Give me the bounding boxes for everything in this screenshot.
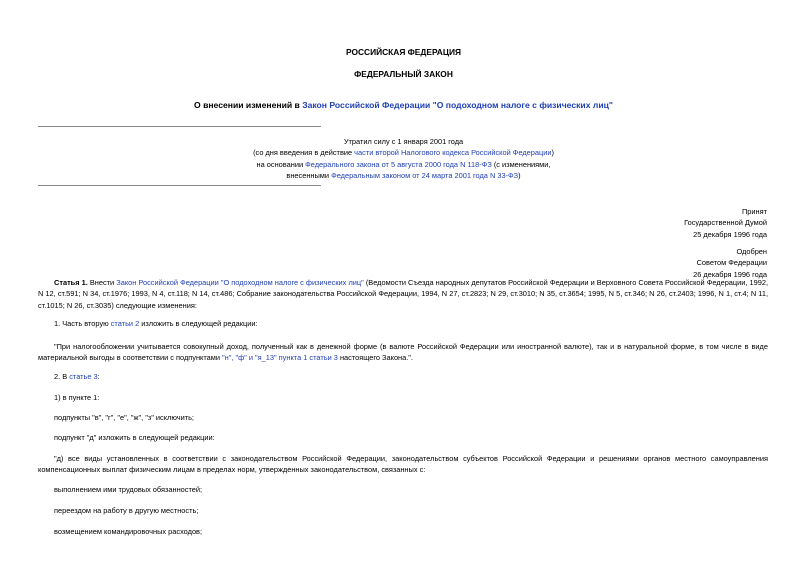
quote-1-suffix: настоящего Закона.". bbox=[337, 353, 413, 363]
approved-by: Советом Федерации bbox=[696, 258, 767, 268]
article-1-text: (Ведомости Съезда народных депутатов Российской Федерации и Верховного Совета Российской Федерации, 1992, N 12, ст.591; N 34, ст.1976; 1993, N 4, ст.118; N 14, ст.486; Собрание законодательства Российской Федерации, 1994, N 27, ст.2823; N 29, ст.3010; N 35, ст.3654; 1995, N 5, ст.346; N 26, ст.2403; 1996, N 1, ст.4; N 11, ст.1015; N 26, ст.3035) следующие изменения: bbox=[38, 278, 769, 310]
federal-law-118-link[interactable]: Федерального закона от 5 августа 2000 года N 118-ФЗ bbox=[305, 159, 492, 169]
status-line-4 bbox=[0, 170, 807, 181]
law-link[interactable]: Закон Российской Федерации "О подоходном налоге с физических лиц" bbox=[302, 100, 613, 110]
approved-date: 26 декабря 1996 года bbox=[693, 269, 767, 279]
status-block bbox=[0, 136, 807, 181]
quote-1-text: "При налогообложении учитывается совокупный доход, полученный как в денежной форме (в валюте Российской Федерации или иностранной валюте), так и в натуральной форме, в том числе в виде материальной выгоды в соответствии с подпунктами bbox=[38, 342, 768, 363]
status-line-4-suffix: ) bbox=[518, 170, 521, 180]
article-2-link[interactable]: статьи 2 bbox=[110, 319, 140, 328]
item-2-prefix: 2. В bbox=[54, 372, 70, 381]
item-2-suffix: : bbox=[97, 372, 100, 381]
adoption-council bbox=[693, 246, 767, 280]
divider-top bbox=[38, 126, 321, 127]
accepted-label: Принят bbox=[741, 207, 767, 216]
divider-bottom bbox=[38, 185, 321, 186]
paragraph-relocation: переездом на работу в другую местность; bbox=[54, 506, 199, 515]
status-line-2 bbox=[0, 147, 807, 158]
document-title bbox=[0, 100, 807, 110]
federal-law-33-link[interactable]: Федеральным законом от 24 марта 2001 года N 33-ФЗ bbox=[331, 170, 519, 180]
status-line-3-suffix: (с изменениями, bbox=[491, 159, 551, 169]
article-1 bbox=[38, 277, 768, 311]
title-prefix: О внесении изменений в bbox=[194, 100, 303, 110]
approved-label: Одобрен bbox=[736, 247, 767, 256]
status-line-1: Утратил силу с 1 января 2001 года bbox=[343, 137, 464, 146]
status-line-3 bbox=[0, 159, 807, 170]
item-1-suffix: изложить в следующей редакции: bbox=[139, 319, 258, 328]
article-3-link[interactable]: статье 3 bbox=[69, 372, 98, 381]
item-1 bbox=[54, 319, 258, 328]
article-1-intro: Внести bbox=[87, 278, 117, 287]
paragraph-subpoint-d: подпункт "д" изложить в следующей редакции: bbox=[54, 433, 215, 442]
status-line-4-prefix: внесенными bbox=[286, 170, 332, 180]
accepted-date: 25 декабря 1996 года bbox=[693, 229, 767, 239]
article-1-label: Статья 1. bbox=[54, 278, 88, 287]
paragraph-point-1: 1) в пункте 1: bbox=[54, 393, 100, 402]
subpoints-link[interactable]: "н", "ф" и "я_13" пункта 1 статьи 3 bbox=[222, 353, 338, 363]
paragraph-duties: выполнением ими трудовых обязанностей; bbox=[54, 485, 203, 494]
paragraph-compensation: "д) все виды установленных в соответствии с законодательством Российской Федерации, законодательством субъектов Российской Федерации и решениями органов местного самоуправления компенсационных выплат физическим лицам в пределах норм, утвержденных законодательством, связанных с: bbox=[38, 454, 768, 475]
country-heading: РОССИЙСКАЯ ФЕДЕРАЦИЯ bbox=[345, 47, 462, 57]
doc-type-heading: ФЕДЕРАЛЬНЫЙ ЗАКОН bbox=[354, 69, 453, 79]
paragraph-travel: возмещением командировочных расходов; bbox=[54, 527, 203, 536]
paragraph-remove-subpoints: подпункты "в", "г", "е", "ж", "з" исключить; bbox=[54, 413, 194, 422]
item-1-prefix: 1. Часть вторую bbox=[54, 319, 111, 328]
item-2 bbox=[54, 372, 100, 381]
quote-1 bbox=[38, 341, 768, 364]
status-line-2-suffix: ) bbox=[551, 148, 554, 158]
adoption-duma bbox=[684, 206, 767, 240]
article-1-law-link[interactable]: Закон Российской Федерации "О подоходном налоге с физических лиц" bbox=[116, 278, 364, 287]
accepted-by: Государственной Думой bbox=[684, 218, 767, 228]
status-line-2-prefix: (со дня введения в действие bbox=[253, 148, 355, 158]
tax-code-link[interactable]: части второй Налогового кодекса Российской Федерации bbox=[354, 148, 552, 158]
status-line-3-prefix: на основании bbox=[256, 159, 306, 169]
